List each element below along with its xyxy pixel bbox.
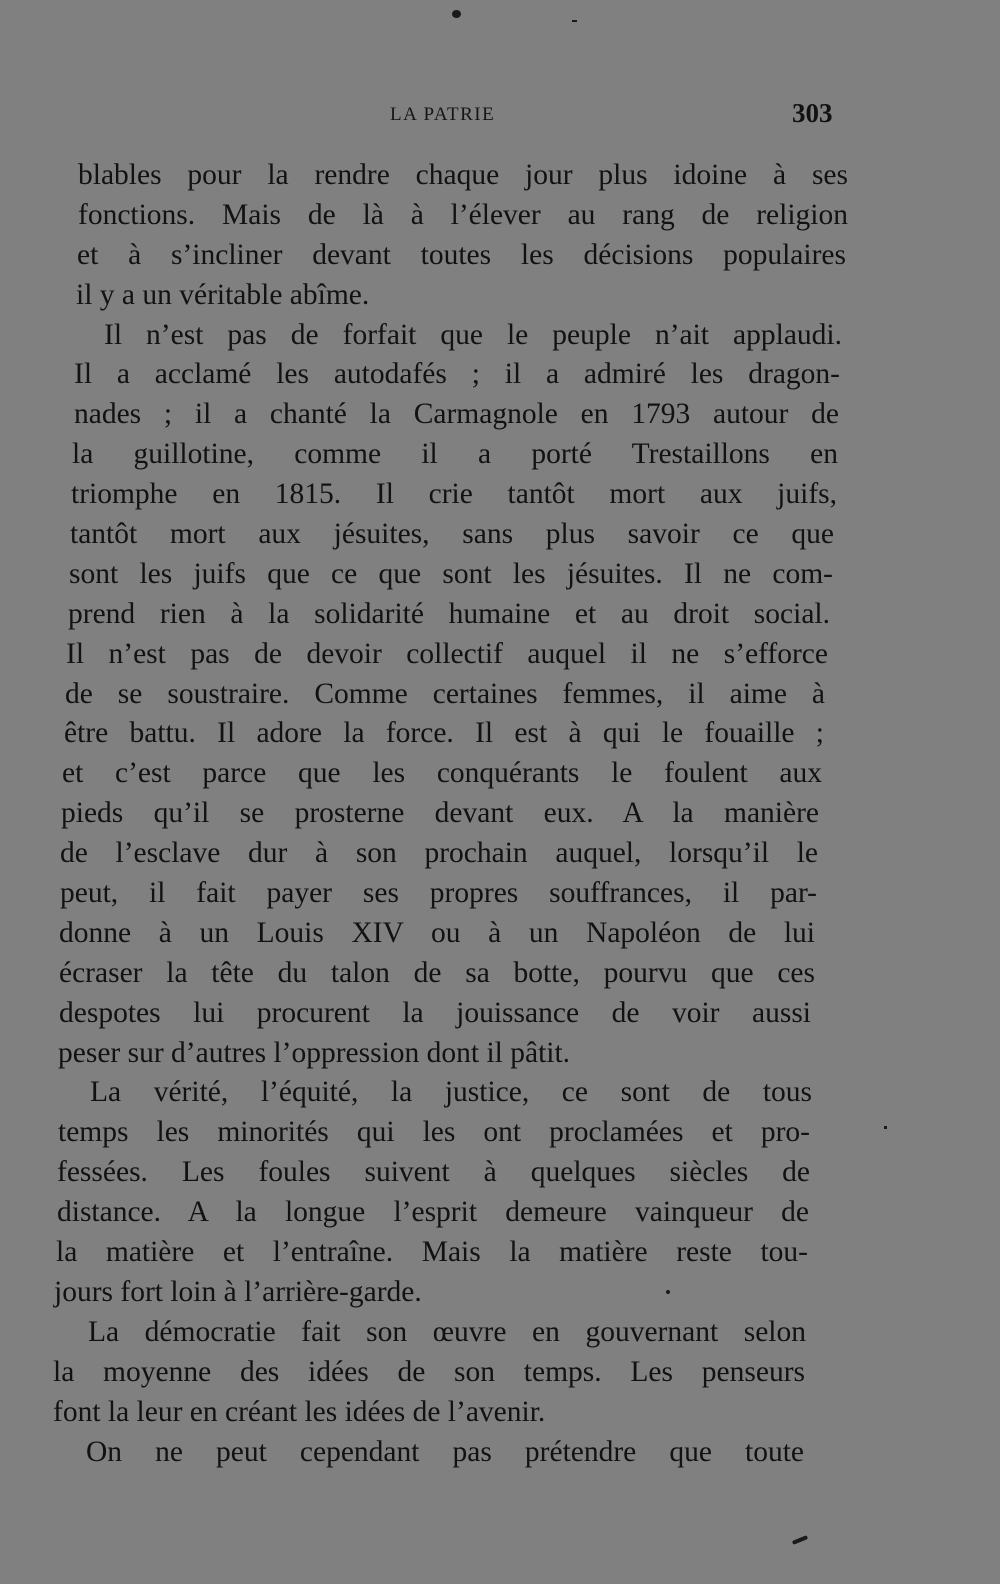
text-line: et à s’incliner devant toutes les décisions populaires bbox=[77, 238, 846, 271]
text-line: distance. A la longue l’esprit demeure vainqueur de bbox=[57, 1196, 809, 1229]
text-line: jours fort loin à l’arrière-garde. bbox=[54, 1275, 422, 1308]
text-line: font la leur en créant les idées de l’avenir. bbox=[53, 1395, 546, 1428]
text-line: prend rien à la solidarité humaine et au droit social. bbox=[68, 597, 830, 630]
text-line: Il a acclamé les autodafés ; il a admiré les dragon- bbox=[74, 358, 840, 391]
text-line: peut, il fait payer ses propres souffrances, il par- bbox=[60, 877, 817, 910]
text-line: temps les minorités qui les ont proclamées et pro- bbox=[58, 1116, 810, 1149]
text-line: être battu. Il adore la force. Il est à qui le fouaille ; bbox=[64, 717, 824, 750]
text-line: Il n’est pas de forfait que le peuple n’ait applaudi. bbox=[104, 318, 842, 351]
text-line: sont les juifs que ce que sont les jésuites. Il ne com- bbox=[69, 557, 833, 590]
text-line: écraser la tête du talon de sa botte, pourvu que ces bbox=[59, 956, 815, 989]
text-line: On ne peut cependant pas prétendre que toute bbox=[86, 1435, 804, 1468]
text-line: fonctions. Mais de là à l’élever au rang de religion bbox=[78, 198, 848, 231]
text-line: Il n’est pas de devoir collectif auquel il ne s’efforce bbox=[66, 637, 828, 670]
text-line: La vérité, l’équité, la justice, ce sont de tous bbox=[90, 1076, 812, 1109]
text-line: tantôt mort aux jésuites, sans plus savoir ce que bbox=[70, 518, 834, 551]
text-line: fessées. Les foules suivent à quelques siècles de bbox=[57, 1156, 810, 1189]
scan-speck bbox=[572, 20, 577, 22]
text-line: nades ; il a chanté la Carmagnole en 1793 autour de bbox=[74, 398, 839, 431]
text-line: peser sur d’autres l’oppression dont il pâtit. bbox=[58, 1036, 571, 1069]
text-line: la moyenne des idées de son temps. Les penseurs bbox=[53, 1355, 805, 1388]
running-title: LA PATRIE bbox=[390, 104, 496, 125]
text-line: blables pour la rendre chaque jour plus idoine à ses bbox=[78, 159, 848, 191]
scan-speck bbox=[452, 10, 461, 18]
text-line: la guillotine, comme il a porté Trestaillons en bbox=[72, 438, 838, 471]
text-line: donne à un Louis XIV ou à un Napoléon de lui bbox=[59, 916, 815, 949]
text-line: triomphe en 1815. Il crie tantôt mort aux juifs, bbox=[71, 478, 837, 511]
body-text bbox=[53, 156, 848, 1472]
page-number: 303 bbox=[792, 98, 833, 128]
scan-speck bbox=[792, 1535, 808, 1545]
text-line: pieds qu’il se prosterne devant eux. A la manière bbox=[61, 797, 819, 830]
text-line: despotes lui procurent la jouissance de voir aussi bbox=[59, 996, 811, 1029]
scan-speck bbox=[884, 1126, 887, 1129]
text-line: il y a un véritable abîme. bbox=[76, 278, 370, 311]
text-line: la matière et l’entraîne. Mais la matière reste tou- bbox=[56, 1236, 808, 1269]
text-line: de l’esclave dur à son prochain auquel, lorsqu’il le bbox=[60, 837, 818, 870]
text-line: La démocratie fait son œuvre en gouvernant selon bbox=[88, 1315, 806, 1348]
text-line: de se soustraire. Comme certaines femmes, il aime à bbox=[65, 677, 825, 710]
page-header bbox=[0, 100, 1000, 134]
text-line: et c’est parce que les conquérants le foulent aux bbox=[62, 757, 822, 790]
